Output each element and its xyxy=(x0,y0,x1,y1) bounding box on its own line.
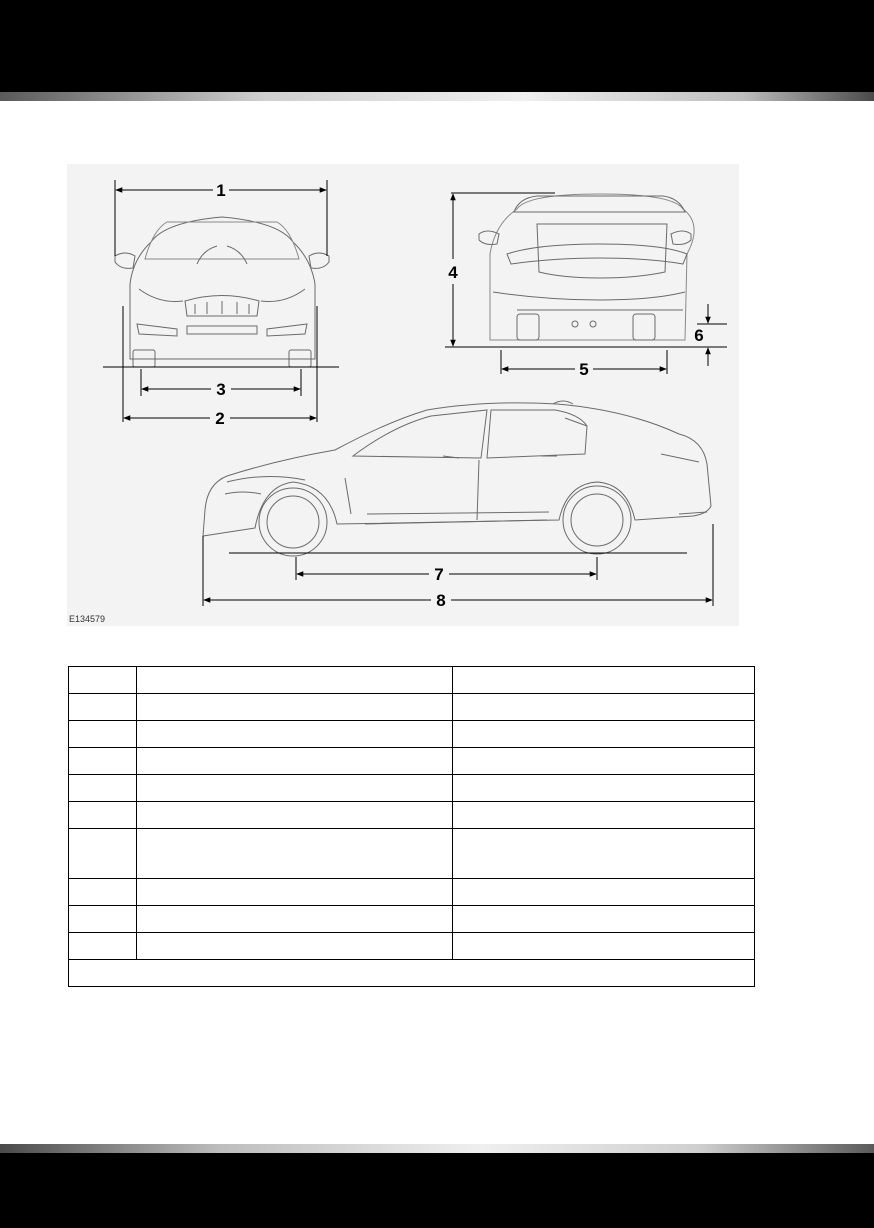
table-row xyxy=(69,933,755,960)
table-cell-description xyxy=(137,694,453,721)
table-cell-description xyxy=(137,879,453,906)
table-cell-item xyxy=(69,667,137,694)
vehicle-dimensions-drawing xyxy=(67,164,739,626)
table-row xyxy=(69,721,755,748)
footer-banner xyxy=(0,1144,874,1228)
table-cell-value xyxy=(453,933,755,960)
table-cell-value xyxy=(453,775,755,802)
side-view-car xyxy=(203,401,711,556)
table-cell-value xyxy=(453,879,755,906)
table-cell-value xyxy=(453,694,755,721)
callout-5: 5 xyxy=(579,360,589,379)
callout-7: 7 xyxy=(434,565,444,584)
callout-3: 3 xyxy=(216,380,226,399)
table-cell-item xyxy=(69,802,137,829)
table-cell-item xyxy=(69,721,137,748)
table-cell-item xyxy=(69,933,137,960)
table-cell-description xyxy=(137,667,453,694)
table-cell-description xyxy=(137,775,453,802)
rear-view-car xyxy=(479,194,694,340)
table-footer-cell xyxy=(69,960,755,987)
front-view-car xyxy=(115,217,329,367)
dimension-8 xyxy=(203,524,713,606)
callout-1: 1 xyxy=(216,181,226,200)
callout-6: 6 xyxy=(694,326,704,345)
table-footer-row xyxy=(69,960,755,987)
table-row xyxy=(69,906,755,933)
table-cell-value xyxy=(453,906,755,933)
table-row xyxy=(69,748,755,775)
header-banner xyxy=(0,0,874,101)
table-row xyxy=(69,667,755,694)
table-cell-description xyxy=(137,748,453,775)
table-cell-value xyxy=(453,802,755,829)
table-row xyxy=(69,829,755,879)
header-sheen xyxy=(0,92,874,101)
table-cell-description xyxy=(137,829,453,879)
dimension-7 xyxy=(296,557,597,580)
table-cell-item xyxy=(69,906,137,933)
table-row xyxy=(69,694,755,721)
table-row xyxy=(69,802,755,829)
table-cell-description xyxy=(137,933,453,960)
dimensions-table xyxy=(68,666,755,987)
callout-8: 8 xyxy=(436,591,446,610)
table-cell-item xyxy=(69,829,137,879)
table-cell-value xyxy=(453,829,755,879)
dimension-2 xyxy=(123,306,317,422)
table-cell-value xyxy=(453,667,755,694)
callout-4: 4 xyxy=(448,263,458,282)
figure-id-label: E134579 xyxy=(69,614,106,624)
table-cell-item xyxy=(69,748,137,775)
table-cell-description xyxy=(137,906,453,933)
table-cell-item xyxy=(69,879,137,906)
table-row xyxy=(69,775,755,802)
vehicle-dimensions-figure xyxy=(67,164,739,626)
footer-sheen xyxy=(0,1144,874,1153)
table-cell-description xyxy=(137,721,453,748)
table-cell-description xyxy=(137,802,453,829)
table-row xyxy=(69,879,755,906)
table-cell-item xyxy=(69,775,137,802)
table-cell-value xyxy=(453,721,755,748)
table-cell-item xyxy=(69,694,137,721)
callout-2: 2 xyxy=(215,409,225,428)
table-cell-value xyxy=(453,748,755,775)
